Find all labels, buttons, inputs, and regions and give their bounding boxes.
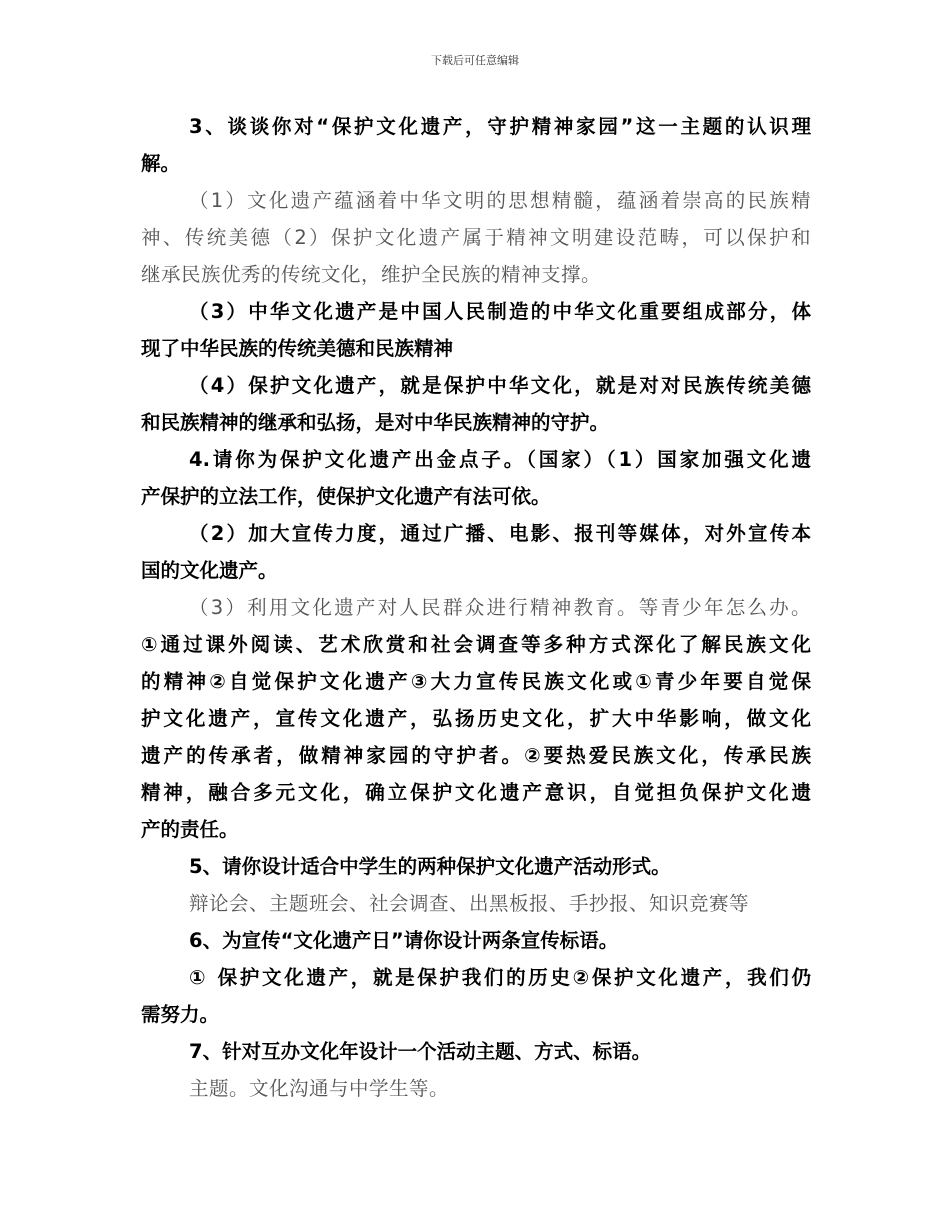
- answer-5-line: 辩论会、主题班会、社会调查、出黑板报、手抄报、知识竞赛等: [189, 892, 750, 915]
- youth-answer-line-3: 护文化遗产，宣传文化遗产，弘扬历史文化，扩大中华影响，做文化: [141, 707, 811, 730]
- question-3-line-2: 解。: [141, 152, 181, 175]
- answer-3-3-line-2: 现了中华民族的传统美德和民族精神: [141, 337, 454, 360]
- answer-3-1-line-2: 神、传统美德（2）保护文化遗产属于精神文明建设范畴，可以保护和: [141, 226, 811, 249]
- answer-6-line-2: 需努力。: [141, 1003, 220, 1026]
- youth-answer-line-6: 产的责任。: [141, 818, 239, 841]
- answer-3-1-line-3: 继承民族优秀的传统文化，维护全民族的精神支撑。: [141, 263, 602, 286]
- answer-3-3-line-1: （3）中华文化遗产是中国人民制造的中华文化重要组成部分，体: [189, 300, 811, 323]
- question-4-line-2: 产保护的立法工作，使保护文化遗产有法可依。: [141, 485, 551, 508]
- answer-4-2-line-1: （2）加大宣传力度，通过广播、电影、报刊等媒体，对外宣传本: [189, 522, 811, 545]
- youth-answer-line-5: 精神，融合多元文化，确立保护文化遗产意识，自觉担负保护文化遗: [141, 781, 811, 804]
- youth-answer-line-1: ①通过课外阅读、艺术欣赏和社会调查等多种方式深化了解民族文化: [141, 633, 811, 656]
- youth-answer-line-2: 的精神②自觉保护文化遗产③大力宣传民族文化或①青少年要自觉保: [141, 670, 811, 693]
- answer-3-4-line-1: （4）保护文化遗产，就是保护中华文化，就是对对民族传统美德: [189, 374, 811, 397]
- question-7-line: 7、针对互办文化年设计一个活动主题、方式、标语。: [189, 1040, 652, 1063]
- page-header: 下载后可任意编辑: [431, 54, 519, 67]
- answer-6-line-1: ① 保护文化遗产，就是保护我们的历史②保护文化遗产，我们仍: [189, 966, 811, 989]
- question-3-line-1: 3、谈谈你对“保护文化遗产，守护精神家园”这一主题的认识理: [189, 115, 811, 138]
- answer-4-3-line: （3）利用文化遗产对人民群众进行精神教育。等青少年怎么办。: [189, 596, 811, 619]
- question-6-line: 6、为宣传“文化遗产日”请你设计两条宣传标语。: [189, 929, 619, 952]
- youth-answer-line-4: 遗产的传承者，做精神家园的守护者。②要热爱民族文化，传承民族: [141, 744, 811, 767]
- answer-3-1-line-1: （1）文化遗产蕴涵着中华文明的思想精髓，蕴涵着崇高的民族精: [189, 189, 811, 212]
- question-5-line: 5、请你设计适合中学生的两种保护文化遗产活动形式。: [189, 855, 671, 878]
- answer-7-line: 主题。文化沟通与中学生等。: [189, 1077, 450, 1100]
- answer-3-4-line-2: 和民族精神的继承和弘扬，是对中华民族精神的守护。: [141, 411, 610, 434]
- question-4-line-1: 4.请你为保护文化遗产出金点子。（国家）（1）国家加强文化遗: [189, 448, 811, 471]
- answer-4-2-line-2: 国的文化遗产。: [141, 559, 278, 582]
